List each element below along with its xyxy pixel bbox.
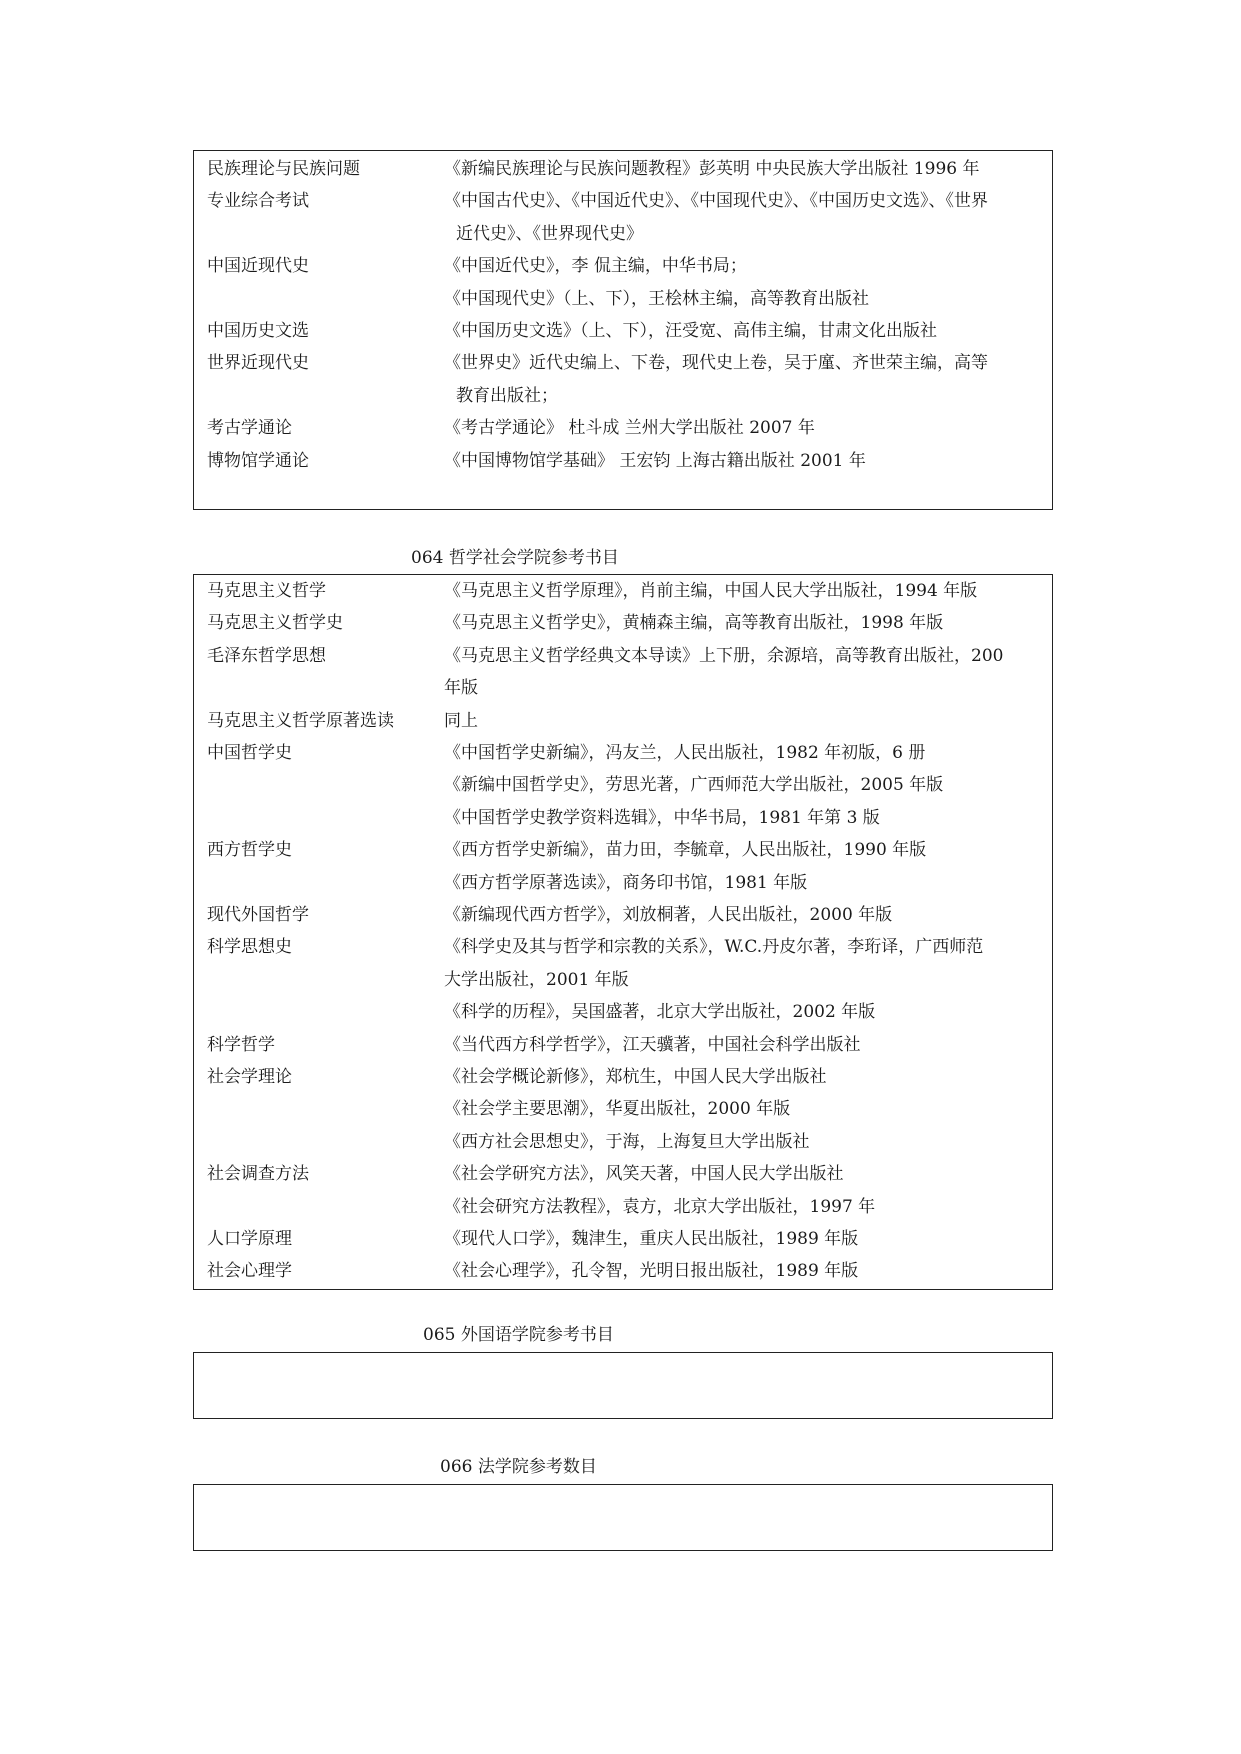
reference-book-cell: 《西方哲学史新编》，苗力田，李毓章，人民出版社，1990 年版 [444, 840, 927, 861]
subject-cell: 民族理论与民族问题 [207, 159, 360, 179]
subject-cell: 马克思主义哲学史 [207, 613, 343, 634]
reference-book-cell: 《西方社会思想史》，于海，上海复旦大学出版社 [444, 1131, 810, 1152]
reference-book-cell: 《社会学主要思潮》，华夏出版社，2000 年版 [444, 1099, 791, 1120]
reference-book-cell: 《马克思主义哲学原理》，肖前主编，中国人民大学出版社，1994 年版 [444, 581, 978, 601]
table-row [194, 1126, 1052, 1158]
reference-book-cell: 《新编现代西方哲学》，刘放桐著，人民出版社，2000 年版 [444, 905, 893, 925]
subject-cell: 科学哲学 [207, 1034, 275, 1055]
reference-book-cell: 《现代人口学》，魏津生，重庆人民出版社，1989 年版 [444, 1229, 859, 1249]
reference-book-cell: 《新编民族理论与民族问题教程》彭英明 中央民族大学出版社 1996 年 [444, 159, 980, 179]
reference-book-cell: 《中国现代史》（上、下），王桧林主编，高等教育出版社 [444, 288, 869, 309]
subject-cell: 博物馆学通论 [207, 450, 309, 471]
table-row [194, 1223, 1052, 1255]
reference-book-cell: 大学出版社，2001 年版 [444, 969, 629, 990]
table-row [194, 996, 1052, 1028]
reference-book-cell: 《社会研究方法教程》，袁方，北京大学出版社，1997 年 [444, 1196, 876, 1217]
reference-book-cell: 《社会心理学》，孔令智，光明日报出版社，1989 年版 [444, 1261, 859, 1282]
table-row [194, 283, 1052, 315]
reference-book-cell: 《马克思主义哲学史》，黄楠森主编，高等教育出版社，1998 年版 [444, 613, 944, 634]
reference-book-cell: 同上 [444, 710, 478, 731]
table-row [194, 412, 1052, 444]
reference-book-cell: 年版 [444, 678, 478, 699]
subject-cell: 西方哲学史 [207, 840, 292, 861]
table-row [194, 1093, 1052, 1125]
table-row [194, 1029, 1052, 1061]
table-row [194, 964, 1052, 996]
table-row [194, 802, 1052, 834]
reference-book-cell: 《中国博物馆学基础》 王宏钧 上海古籍出版社 2001 年 [444, 450, 866, 471]
subject-cell: 世界近现代史 [207, 353, 309, 374]
table-row [194, 672, 1052, 704]
subject-cell: 人口学原理 [207, 1229, 292, 1249]
table-row [194, 250, 1052, 282]
table-row [194, 607, 1052, 639]
table-row [194, 640, 1052, 672]
subject-cell: 现代外国哲学 [207, 905, 309, 925]
reference-book-cell: 《马克思主义哲学经典文本导读》上下册，余源培，高等教育出版社，200 [444, 645, 1004, 666]
reference-book-cell: 近代史》、《世界现代史》 [456, 223, 643, 244]
table-foreign-languages-references [193, 1352, 1053, 1419]
subject-cell: 专业综合考试 [207, 191, 309, 212]
subject-cell: 马克思主义哲学 [207, 581, 326, 601]
subject-cell: 中国近现代史 [207, 256, 309, 277]
subject-cell: 中国历史文选 [207, 321, 309, 341]
table-row [194, 737, 1052, 769]
subject-cell: 社会调查方法 [207, 1164, 309, 1185]
reference-book-cell: 《科学的历程》，吴国盛著，北京大学出版社，2002 年版 [444, 1002, 876, 1023]
table-row [194, 1158, 1052, 1190]
subject-cell: 毛泽东哲学思想 [207, 645, 326, 666]
table-row [194, 315, 1052, 347]
table-row [194, 769, 1052, 801]
table-row [194, 931, 1052, 963]
table-row [194, 185, 1052, 217]
subject-cell: 中国哲学史 [207, 743, 292, 763]
reference-book-cell: 《科学史及其与哲学和宗教的关系》，W.C.丹皮尔著，李珩译，广西师范 [444, 937, 984, 958]
subject-cell: 马克思主义哲学原著选读 [207, 710, 394, 731]
table-row [194, 218, 1052, 250]
reference-book-cell: 《新编中国哲学史》，劳思光著，广西师范大学出版社，2005 年版 [444, 775, 944, 796]
reference-book-cell: 《社会学概论新修》，郑杭生，中国人民大学出版社 [444, 1067, 827, 1087]
table-philosophy-sociology-references [193, 574, 1053, 1290]
table-row [194, 1061, 1052, 1093]
reference-book-cell: 《当代西方科学哲学》，江天骥著，中国社会科学出版社 [444, 1034, 861, 1055]
reference-book-cell: 《考古学通论》 杜斗成 兰州大学出版社 2007 年 [444, 418, 815, 439]
subject-cell: 科学思想史 [207, 937, 292, 958]
subject-cell: 社会心理学 [207, 1261, 292, 1282]
reference-book-cell: 《中国近代史》，李 侃主编，中华书局； [444, 256, 747, 277]
table-row [194, 445, 1052, 477]
table-row [194, 1191, 1052, 1223]
reference-book-cell: 教育出版社； [456, 385, 558, 406]
reference-book-cell: 《中国哲学史新编》，冯友兰，人民出版社，1982 年初版，6 册 [444, 743, 926, 763]
reference-book-cell: 《社会学研究方法》，风笑天著，中国人民大学出版社 [444, 1164, 844, 1185]
table-row [194, 153, 1052, 185]
reference-book-cell: 《世界史》近代史编上、下卷，现代史上卷，吴于廑、齐世荣主编，高等 [444, 353, 988, 374]
subject-cell: 考古学通论 [207, 418, 292, 439]
table-row [194, 705, 1052, 737]
table-row [194, 380, 1052, 412]
table-row [194, 1255, 1052, 1287]
table-row [194, 575, 1052, 607]
table-row [194, 834, 1052, 866]
table-row [194, 867, 1052, 899]
reference-book-cell: 《中国哲学史教学资料选辑》，中华书局，1981 年第 3 版 [444, 807, 880, 828]
table-law-references [193, 1484, 1053, 1551]
table-row [194, 899, 1052, 931]
reference-book-cell: 《西方哲学原著选读》，商务印书馆，1981 年版 [444, 872, 808, 893]
table-history-references [193, 150, 1053, 510]
section-caption-065: 065 外国语学院参考书目 [423, 1325, 614, 1345]
section-caption-066: 066 法学院参考数目 [440, 1457, 597, 1477]
reference-book-cell: 《中国古代史》、《中国近代史》、《中国现代史》、《中国历史文选》、《世界 [444, 191, 988, 212]
reference-book-cell: 《中国历史文选》（上、下），汪受宽、高伟主编，甘肃文化出版社 [444, 321, 937, 341]
section-caption-064: 064 哲学社会学院参考书目 [411, 548, 619, 568]
subject-cell: 社会学理论 [207, 1067, 292, 1087]
table-row [194, 347, 1052, 379]
